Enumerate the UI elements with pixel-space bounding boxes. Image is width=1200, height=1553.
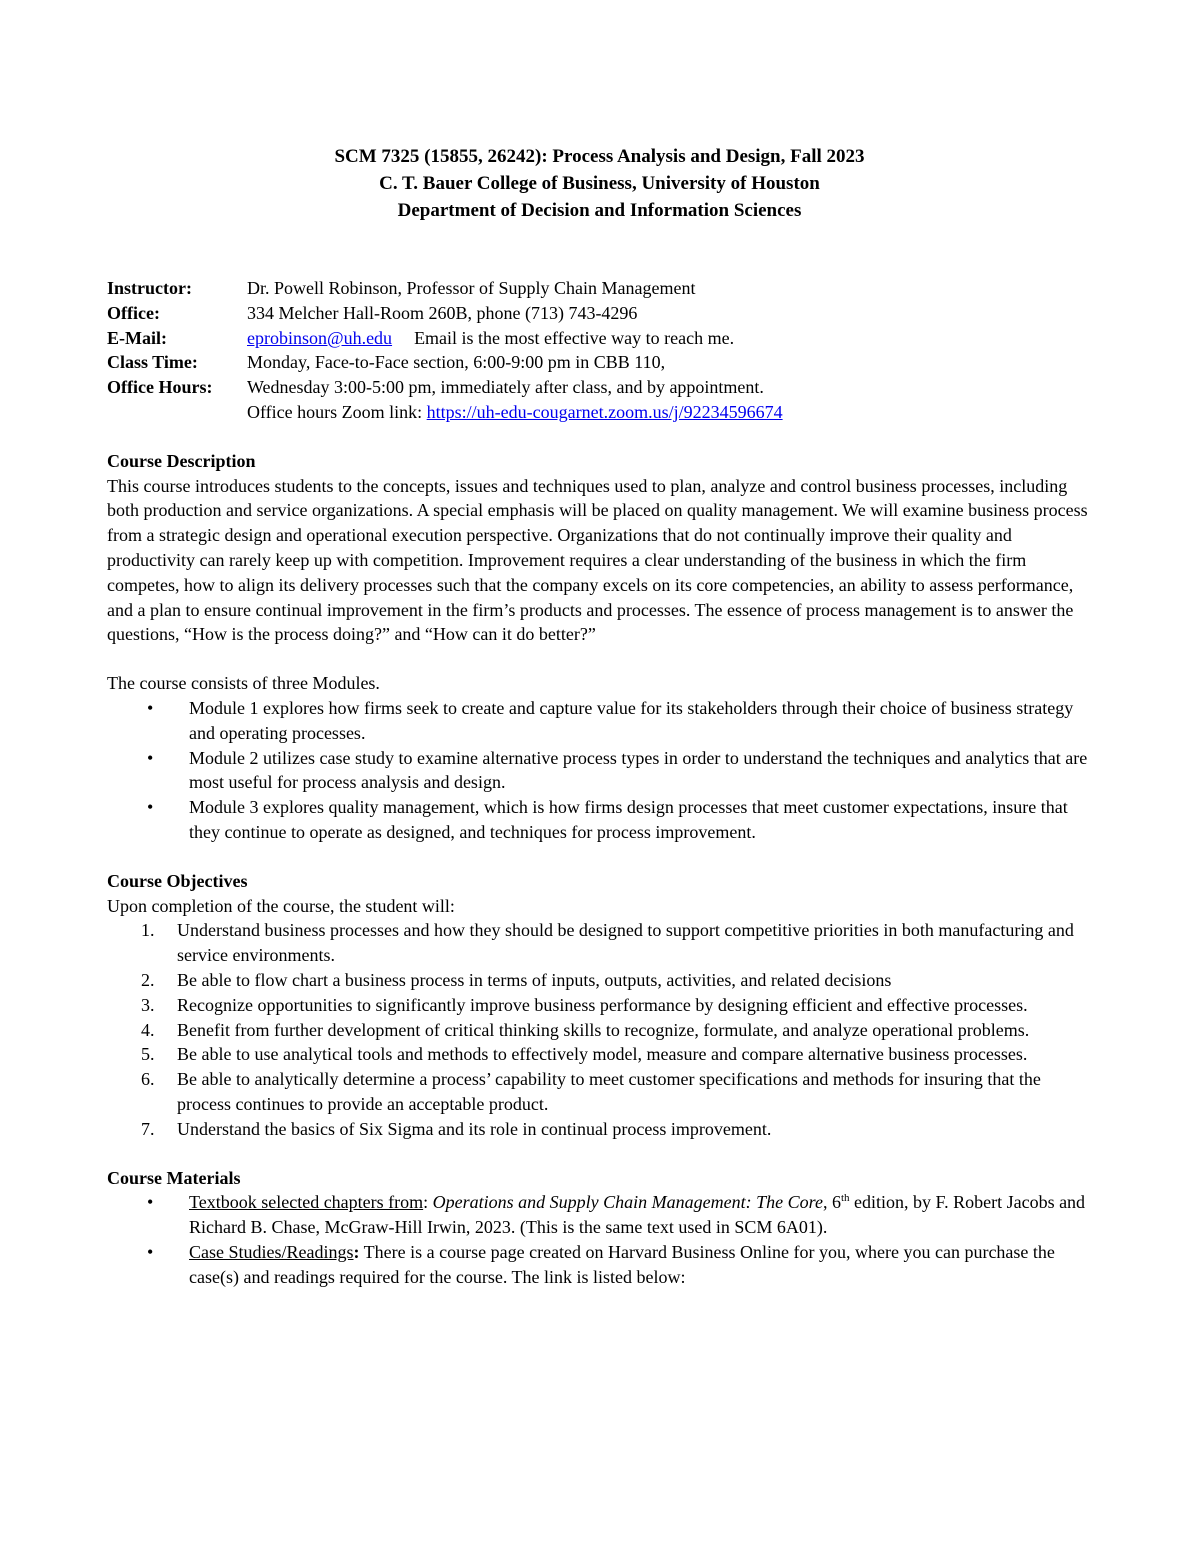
course-materials-heading: Course Materials — [107, 1167, 241, 1188]
modules-list — [107, 696, 1092, 845]
list-item: • Module 1 explores how firms seek to create and capture value for its stakeholders through their choice of business strategy and operating processes. — [147, 697, 1074, 743]
list-item: • Module 3 explores quality management, which is how firms design processes that meet customer expectations, insure that they continue to operate as designed, and techniques for process improvement. — [147, 797, 1068, 842]
email-note: Email is the most effective way to reach me. — [414, 327, 735, 348]
list-item: 5. Be able to use analytical tools and methods to effectively model, measure and compare alternative business processes. — [141, 1044, 1028, 1065]
list-item: 1. Understand business processes and how they should be designed to support competitive priorities in both manufacturing and service environments. — [141, 920, 1074, 966]
zoom-prefix: Office hours Zoom link: — [247, 401, 427, 422]
syllabus-page — [107, 143, 1092, 1289]
class-time-value: Monday, Face-to-Face section, 6:00-9:00 pm in CBB 110, — [247, 352, 666, 373]
email-row — [107, 326, 1092, 351]
college-name: C. T. Bauer College of Business, University of Houston — [379, 173, 820, 194]
office-hours-row — [107, 375, 1092, 425]
instructor-value: Dr. Powell Robinson, Professor of Supply Chain Management — [247, 278, 696, 298]
office-hours-label: Office Hours: — [107, 377, 213, 398]
list-item: 7. Understand the basics of Six Sigma and its role in continual process improvement. — [141, 1118, 772, 1139]
list-item: • Textbook selected chapters from: Operations and Supply Chain Management: The Core, 6th edition, by F. Robert Jacobs and Richard B. Chase, McGraw-Hill Irwin, 2023. (This is the same text used in SCM 6A01). — [147, 1192, 1086, 1238]
office-label: Office: — [107, 302, 160, 323]
list-item: 4. Benefit from further development of critical thinking skills to recognize, formulate, and analyze operational problems. — [141, 1019, 1030, 1040]
department-name: Department of Decision and Information Sciences — [397, 200, 802, 221]
bullet-icon: • — [147, 797, 154, 818]
textbook-label: Textbook selected chapters from — [189, 1192, 424, 1213]
course-objectives-heading: Course Objectives — [107, 870, 248, 891]
materials-list — [107, 1190, 1092, 1289]
course-description-heading: Course Description — [107, 450, 256, 471]
office-value: 334 Melcher Hall-Room 260B, phone (713) 743-4296 — [247, 302, 638, 323]
office-row — [107, 301, 1092, 326]
bullet-icon: • — [147, 697, 154, 718]
course-description-paragraph: This course introduces students to the concepts, issues and techniques used to plan, analyze and control business processes, including both production and service organizations. A special emphasis will be placed on quality management. We will examine business process from a strategic design and operational execution perspective. Organizations that do not continually improve their quality and productivity can rarely keep up with competition. Improvement requires a clear understanding of the business in which the firm competes, how to align its delivery processes such that the company excels on its core competencies, an ability to assess performance, and a plan to ensure continual improvement in the firm’s products and processes. The essence of process management is to answer the questions, “How is the process doing?” and “How can it do better?” — [107, 475, 1088, 645]
textbook-title: Operations and Supply Chain Management: The Core — [432, 1192, 823, 1213]
objectives-intro: Upon completion of the course, the student will: — [107, 895, 455, 916]
instructor-info — [107, 276, 1092, 425]
bullet-icon: • — [147, 1241, 154, 1262]
zoom-link[interactable]: https://uh-edu-cougarnet.zoom.us/j/92234596674 — [426, 401, 783, 422]
bullet-icon: • — [147, 747, 154, 768]
class-time-row — [107, 350, 1092, 375]
instructor-row — [107, 276, 1092, 301]
list-item: • Module 2 utilizes case study to examine alternative process types in order to understand the techniques and analytics that are most useful for process analysis and design. — [147, 747, 1088, 793]
list-item: 2. Be able to flow chart a business process in terms of inputs, outputs, activities, and related decisions — [141, 969, 892, 990]
modules-intro: The course consists of three Modules. — [107, 673, 380, 694]
objectives-list — [107, 918, 1092, 1141]
email-link[interactable]: eprobinson@uh.edu — [247, 327, 393, 348]
list-item: 6. Be able to analytically determine a process’ capability to meet customer specifications and methods for insuring that the process continues to provide an acceptable product. — [141, 1069, 1041, 1114]
instructor-label: Instructor: — [107, 278, 192, 298]
email-label: E-Mail: — [107, 327, 167, 348]
cases-label: Case Studies/Readings — [189, 1241, 354, 1262]
list-item: • Case Studies/Readings: There is a course page created on Harvard Business Online for you, where you can purchase the case(s) and readings required for the course. The link is listed below: — [147, 1241, 1055, 1287]
class-time-label: Class Time: — [107, 352, 198, 373]
list-item: 3. Recognize opportunities to significantly improve business performance by designing efficient and effective processes. — [141, 994, 1028, 1015]
course-title: SCM 7325 (15855, 26242): Process Analysis and Design, Fall 2023 — [334, 146, 865, 167]
office-hours-value: Wednesday 3:00-5:00 pm, immediately after class, and by appointment. — [247, 377, 764, 398]
bullet-icon: • — [147, 1192, 154, 1213]
